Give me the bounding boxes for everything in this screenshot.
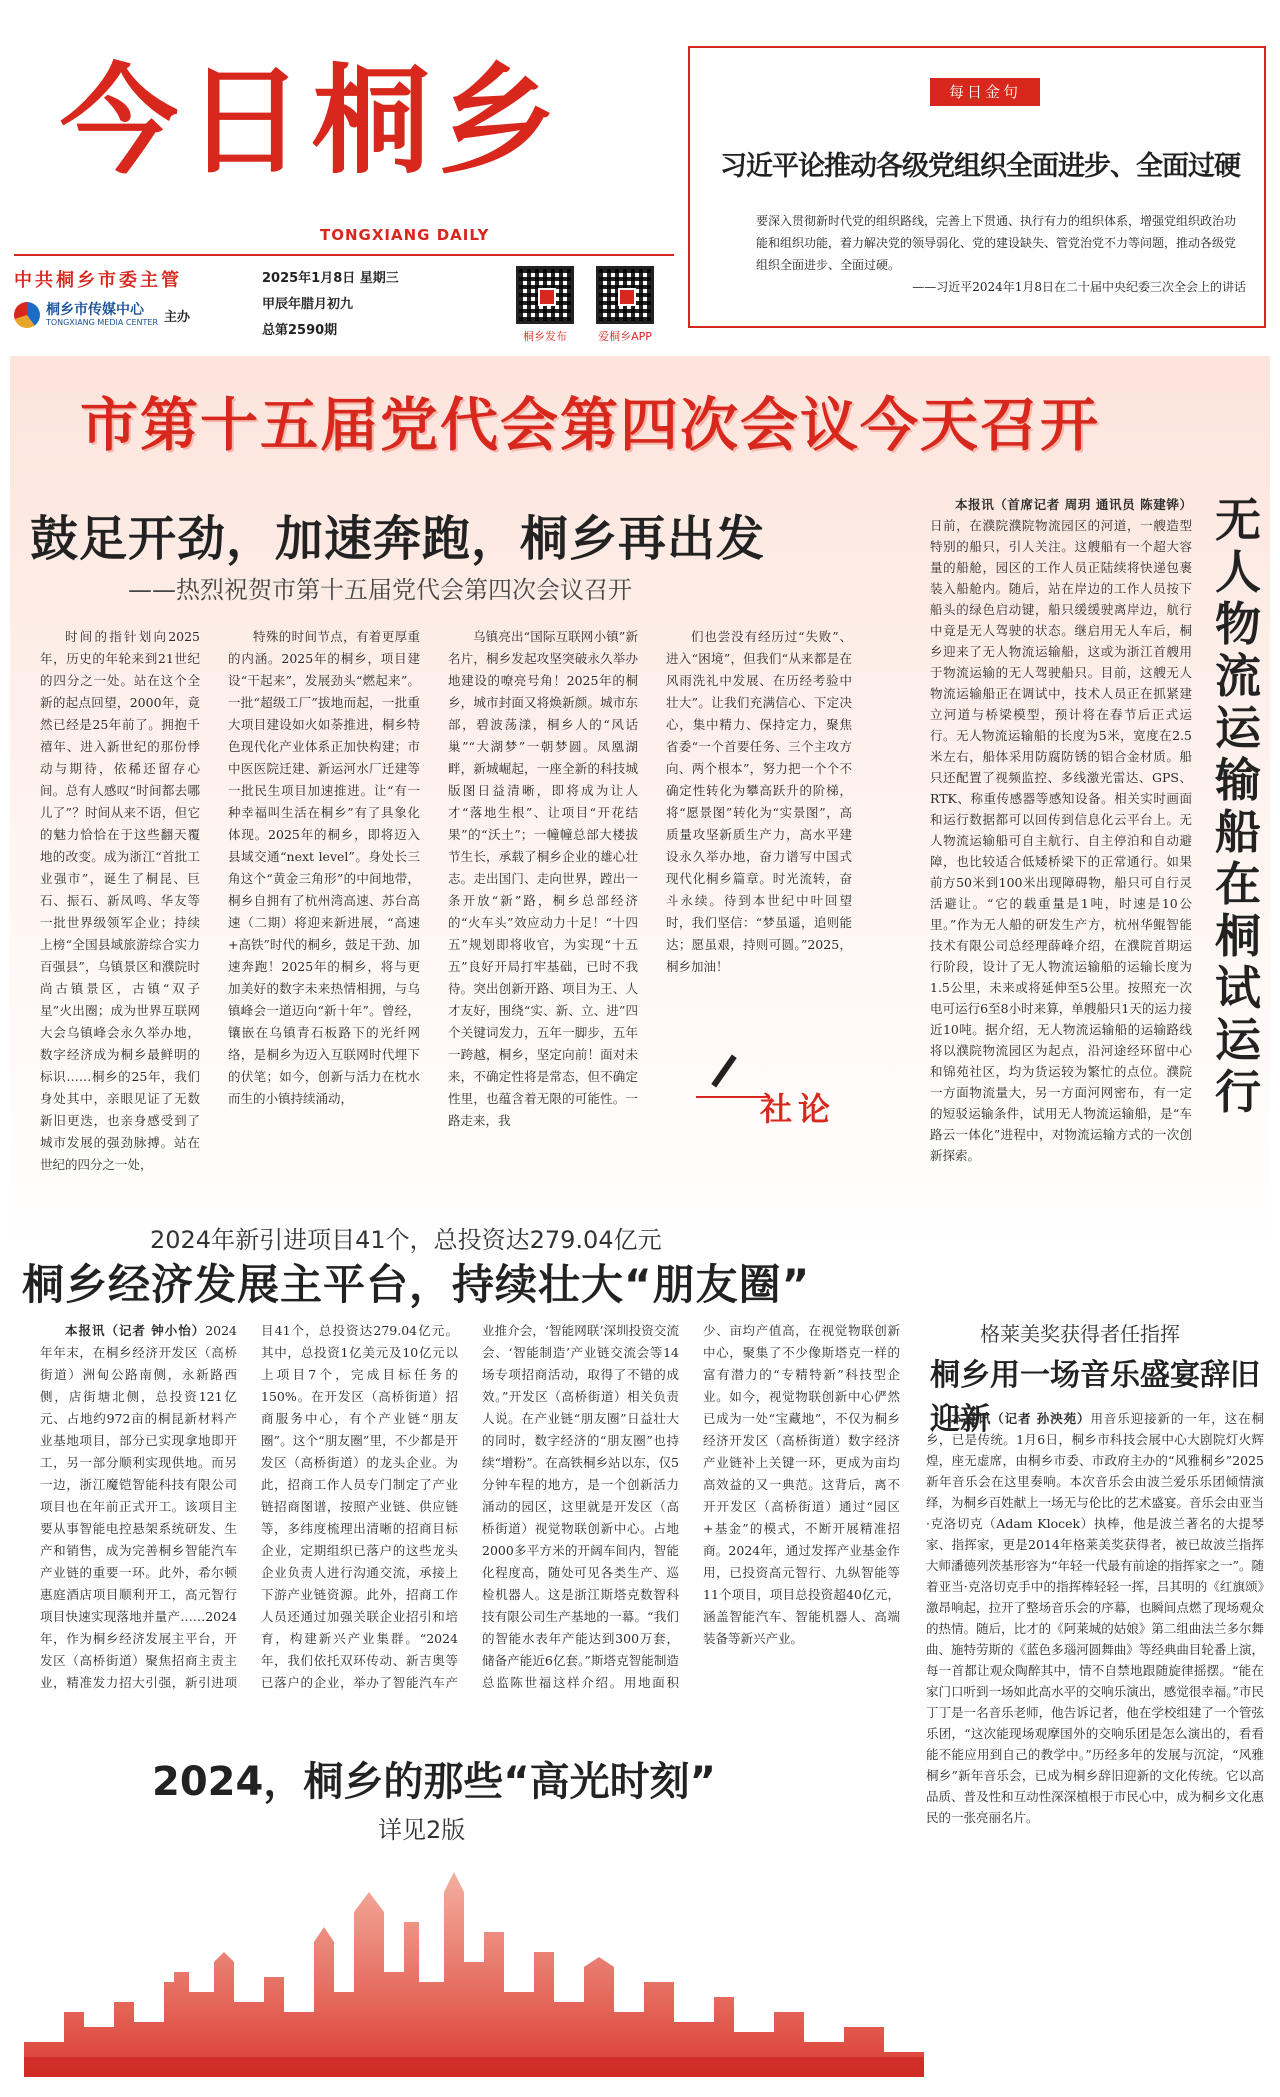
masthead-sponsor: 中共桐乡市委主管: [14, 270, 182, 291]
right-story-title[interactable]: [1208, 494, 1268, 1118]
lead-column-3: [448, 626, 638, 1154]
story3-byline: 本报讯（记者 孙泱苑）: [951, 1411, 1091, 1426]
issue-info: [262, 266, 399, 344]
story2-kicker: 2024年新引进项目41个，总投资达279.04亿元: [150, 1226, 662, 1254]
media-center-host: 主办: [164, 309, 191, 325]
title-char: 人: [1215, 545, 1261, 599]
story2-title[interactable]: 桐乡经济发展主平台，持续壮大“朋友圈”: [22, 1260, 811, 1309]
lead-column-1: [40, 626, 200, 1172]
title-char: 流: [1215, 649, 1261, 703]
title-char: 输: [1215, 753, 1261, 807]
city-skyline-illustration: [24, 1852, 924, 2077]
masthead-title: 今日桐乡: [60, 51, 565, 190]
highlight-see-page[interactable]: 详见2版: [378, 1816, 466, 1844]
right-story-byline: 本报讯（首席记者 周玥 通讯员 陈建铧）: [955, 497, 1192, 512]
story3-title[interactable]: 桐乡用一场音乐盛宴辞旧迎新: [930, 1358, 1260, 1437]
qr-label: 桐乡发布: [523, 330, 567, 343]
daily-quote-title[interactable]: 习近平论推动各级党组织全面进步、全面过硬: [720, 151, 1240, 182]
lead-paragraph: 们也尝没有经历过“失败”、进入“困境”，但我们“从来都是在风雨洗礼中发展、在历经考验中壮大”。让我们充满信心、下定决心，集中精力、保持定力，聚焦省委“一个首要任务、三个主攻方向、两个根本”，努力把一个个不确定性转化为攀高跃升的阶梯，将“愿景图”转化为“实景图”，高质量攻坚新质生产力，高水平建设永久举办地，奋力谱写中国式现代化桐乡篇章。时光流转，奋斗永续。待到本世纪中叶回望时，我们坚信：“梦虽遥，追则能达；愿虽艰，持则可圆。”2025，桐乡加油！: [666, 629, 852, 974]
right-story-text: 日前，在濮院濮院物流园区的河道，一艘造型特别的船只，引人关注。这艘船有一个超大容量的船舱，园区的工作人员正陆续将快递包裹装入船舱内。随后，站在岸边的工作人员按下船头的绿色启动键，船只缓缓驶离岸边，航行中竟是无人驾驶的状态。继启用无人车后，桐乡迎来了无人物流运输船，这或为浙江首艘用于物流运输的无人驾驶船只。目前，这艘无人物流运输船正在调试中，技术人员正在抓紧建立河道与桥梁模型，预计将在春节后正式运行。无人物流运输船的长度为5米，宽度在2.5米左右，船体采用防腐防锈的铝合金材质。船只还配置了视频监控、多线激光雷达、GPS、RTK、称重传感器等感知设备。相关实时画面和运行数据都可以回传到信息化云平台上。无人物流运输船可自主航行、自主停泊和自动避障，也比较适合低矮桥梁下的正常通行。如果前方50米到100米出现障碍物，船只可自行灵活避让。“它的载重量是1吨，时速是10公里。”作为无人船的研发生产方，杭州华鲲智能技术有限公司总经理薛峰介绍，在濮院首期运行阶段，设计了无人物流运输船的运输长度为1.5公里，未来或将延伸至5公里。按照充一次电可运行6至8小时来算，单艘船只1天的运力接近10吨。据介绍，无人物流运输船的运输路线将以濮院物流园区为起点，沿河途经环留中心和锦苑社区，均为货运较为繁忙的点位。濮院一方面物流量大，另一方面河网密布，有一定的短驳运输条件，试用无人物流运输船，是“车路云一体化”进程中，对物流运输方式的一次创新探索。: [930, 518, 1192, 1163]
lead-column-4: [666, 626, 852, 1046]
lead-subtitle: ——热烈祝贺市第十五届党代会第四次会议召开: [128, 576, 632, 604]
title-char: 桐: [1215, 909, 1261, 963]
title-char: 在: [1215, 857, 1261, 911]
lead-paragraph: 特殊的时间节点，有着更厚重的内涵。2025年的桐乡，项目建设“干起来”，发展劲头“燃起来”。一批“超级工厂”拔地而起，一批重大项目建设如火如荼推进，桐乡特色现代化产业体系正加快构建；市中医医院迁建、新运河水厂迁建等一批民生项目加速推进。让“有一种幸福叫生活在桐乡”有了具象化体现。2025年的桐乡，即将迈入县域交通“next level”。身处长三角这个“黄金三角形”的中间地带，桐乡自拥有了杭州湾高速、苏台高速（二期）将迎来新进展，“高速+高铁”时代的桐乡，鼓足干劲、加速奔跑！2025年的桐乡，将与更加美好的数字未来热情相拥，与乌镇峰会一道迈向“新十年”。曾经，镶嵌在乌镇青石板路下的光纤网络，是桐乡为迈入互联网时代埋下的伏笔；如今，创新与活力在枕水而生的小镇持续涌动，: [228, 629, 420, 1106]
qr-label: 爱桐乡APP: [598, 330, 652, 343]
title-char: 无: [1215, 493, 1261, 547]
daily-quote-box: [688, 46, 1266, 328]
masthead-rule: [14, 254, 674, 256]
story2-text: 2024年年末，在桐乡经济开发区（高桥街道）洲甸公路南侧，永新路西侧，店街塘北侧，总投资121亿元、占地约972亩的桐昆新材料产业基地项目，部分已实现拿地即开工，另一部分顺利实现供地。而另一边，浙江魔铠智能科技有限公司项目也在年前正式开工。该项目主要从事智能电控悬架系统研发、生产和销售，成为完善桐乡智能汽车产业链的重要一环。此外，希尔顿惠庭酒店项目顺利开工，高元智行项目快速实现落地并量产……2024年，作为桐乡经济发展主平台，开发区（高桥街道）聚焦招商主责主业，精准发力招大引强，新引进项目41个，总投资达279.04亿元。其中，总投资1亿美元及10亿元以上项目7个，完成目标任务的150%。在开发区（高桥街道）招商服务中心，有个产业链“朋友圈”。这个“朋友圈”里，不少都是开发区（高桥街道）的龙头企业。为此，招商工作人员专门制定了产业链招商图谱，按照产业链、供应链等，多纬度梳理出清晰的招商目标企业，定期组织已落户的这些龙头企业负责人进行沟通交流，承接上下游产业链资源。此外，招商工作人员还通过加强关联企业招引和培育，构建新兴产业集群。“2024年，我们依托双环传动、新吉奥等已落户的企业，举办了智能汽车产业推介会，‘智能网联’深圳投资交流会、‘智能制造’产业链交流会等14场专项招商活动，取得了不错的成效。”开发区（高桥街道）相关负责人说。在产业链“朋友圈”日益壮大的同时，数字经济的“朋友圈”也持续“增粉”。在高铁桐乡站以东，仅5分钟车程的地方，是一个创新活力涌动的园区，这里就是开发区（高桥街道）视觉物联创新中心。占地2000多平方米的开阔车间内，智能化程度高，随处可见各类生产、巡检机器人。这是浙江斯塔克数智科技有限公司生产基地的一幕。“我们的智能水表年产能达到300万套，储备产能近6亿套。”斯塔克智能制造总监陈世福这样介绍。用地面积少、亩均产值高，在视觉物联创新中心，聚集了不少像斯塔克一样的富有潜力的“专精特新”科技型企业。如今，视觉物联创新中心俨然已成为一处“宝藏地”，不仅为桐乡经济开发区（高桥街道）数字经济产业链补上关键一环，更成为亩均高效益的又一典范。这背后，离不开开发区（高桥街道）通过“园区+基金”的模式，不断开展精准招商。2024年，通过发挥产业基金作用，已投资高元智行、九纵智能等11个项目，项目总投资超40亿元，涵盖智能汽车、智能机器人、高端装备等新兴产业。: [40, 1323, 900, 1690]
editorial-underline: [696, 1096, 768, 1098]
lead-paragraph: 乌镇亮出“国际互联网小镇”新名片，桐乡发起攻坚突破永久举办地建设的嘹亮号角！2025年的桐乡，城市封面又将焕新颜。城市东部，碧波荡漾，桐乡人的“风话巢”“大湖梦”一朝梦圆。凤凰湖畔，新城崛起，一座全新的科技城版图日益清晰，即将成为让人才“落地生根”、让项目“开花结果”的“沃土”；一幢幢总部大楼拔节生长，承载了桐乡企业的雄心壮志。走出国门、走向世界，蹚出一条开放“新”路，桐乡总部经济的“火车头”效应动力十足！“十四五”规划即将收官，为实现“十五五”良好开局打牢基础，已时不我待。突出创新开路、项目为王、人才友好，围绕“实、新、立、进”四个关键词发力，五年一脚步，五年一跨越，桐乡，坚定向前！面对未来，不确定性将是常态，但不确定性里，也蕴含着无限的可能性。一路走来，我: [448, 629, 638, 1128]
media-center-icon: [14, 302, 40, 328]
highlight-title[interactable]: 2024，桐乡的那些“高光时刻”: [152, 1759, 716, 1805]
story2-byline: 本报讯（记者 钟小怡）: [65, 1323, 206, 1338]
story3-body: [926, 1408, 1264, 1988]
masthead-title-en: TONGXIANG DAILY: [320, 226, 490, 244]
daily-quote-source: ——习近平2024年1月8日在二十届中央纪委三次全会上的讲话: [912, 280, 1246, 294]
media-center-name: 桐乡市传媒中心: [46, 301, 144, 318]
issue-lunar: 甲辰年腊月初九: [262, 297, 354, 312]
qr-tongxiang-fabu[interactable]: [516, 266, 574, 344]
daily-quote-body: [756, 210, 1246, 298]
title-char: 运: [1215, 701, 1261, 755]
story2-body: [40, 1320, 900, 1738]
qr-code-icon: [596, 266, 654, 324]
qr-code-icon: [516, 266, 574, 324]
title-char: 行: [1215, 1065, 1261, 1119]
title-char: 运: [1215, 1013, 1261, 1067]
banner-headline[interactable]: 市第十五届党代会第四次会议今天召开: [80, 391, 1101, 459]
right-story-body: [930, 494, 1192, 1294]
story3-text: 用音乐迎接新的一年，这在桐乡，已是传统。1月6日，桐乡市科技会展中心大剧院灯火辉煌，座无虚席，由桐乡市委、市政府主办的“风雅桐乡”2025新年音乐会在这里奏响。本次音乐会由波兰爱乐乐团倾情演绎，为桐乡百姓献上一场无与伦比的艺术盛宴。音乐会由亚当·克洛切克（Adam Klocek）执棒，他是波兰著名的大提琴家、指挥家，更是2014年格莱美奖获得者，被已故波兰指挥大师潘德列茨基形容为“年轻一代最有前途的指挥家之一”。随着亚当·克洛切克手中的指挥棒轻轻一挥，吕其明的《红旗颂》激昂响起，拉开了整场音乐会的序幕，也瞬间点燃了现场观众的热情。随后，比才的《阿莱城的姑娘》第二组曲法兰多尔舞曲、施特劳斯的《蓝色多瑙河圆舞曲》等经典曲目轮番上演，每一首都让观众陶醉其中，情不自禁地跟随旋律摇摆。“能在家门口听到一场如此高水平的交响乐演出，感觉很幸福。”市民丁丁是一名音乐老师，他告诉记者，他在学校组建了一个管弦乐团，“这次能现场观摩国外的交响乐团是怎么演出的，看看能不能应用到自己的教学中。”历经多年的发展与沉淀，“风雅桐乡”新年音乐会，已成为桐乡辞旧迎新的文化传统。它以高品质、普及性和互动性深深植根于市民心中，成为桐乡文化惠民的一张亮丽名片。: [926, 1411, 1264, 1825]
title-char: 船: [1215, 805, 1261, 859]
lead-column-2: [228, 626, 420, 1154]
media-center-logo: [14, 302, 190, 328]
issue-number: 总第2590期: [262, 323, 338, 338]
title-char: 物: [1215, 597, 1261, 651]
media-center-en: TONGXIANG MEDIA CENTER: [46, 318, 159, 328]
issue-date: 2025年1月8日 星期三: [262, 271, 399, 286]
title-char: 试: [1215, 961, 1261, 1015]
lead-paragraph: 时间的指针划向2025年，历史的年轮来到21世纪的四分之一处。站在这个全新的起点回望，2000年，竟然已经是25年前了。拥抱千禧年、进入新世纪的那份悸动与期待，依稀还留存心间。总有人感叹“时间都去哪儿了”？时间从来不语，但它的魅力恰恰在于这些翻天覆地的改变。成为浙江“首批工业强市”，诞生了桐昆、巨石、振石、新凤鸣、华友等一批世界级领军企业；持续上榜“全国县域旅游综合实力百强县”，乌镇景区和濮院时尚古镇景区，古镇“双子星”火出圈；成为世界互联网大会乌镇峰会永久举办地，数字经济成为桐乡最鲜明的标识……桐乡的25年，我们身处其中，亲眼见证了无数新旧更迭，也亲身感受到了城市发展的强劲脉搏。站在世纪的四分之一处，: [40, 629, 200, 1172]
daily-quote-tag: 每日金句: [930, 78, 1040, 106]
daily-quote-text: 要深入贯彻新时代党的组织路线，完善上下贯通、执行有力的组织体系，增强党组织政治功能和组织功能，着力解决党的领导弱化、党的建设缺失、管党治党不力等问题，推动各级党组织全面进步、全面过硬。: [756, 214, 1237, 272]
story3-kicker: 格莱美奖获得者任指挥: [980, 1322, 1180, 1346]
qr-ai-tongxiang-app[interactable]: [596, 266, 654, 344]
lead-title[interactable]: 鼓足开劲，加速奔跑，桐乡再出发: [30, 511, 766, 567]
editorial-label: 社论: [760, 1090, 837, 1128]
